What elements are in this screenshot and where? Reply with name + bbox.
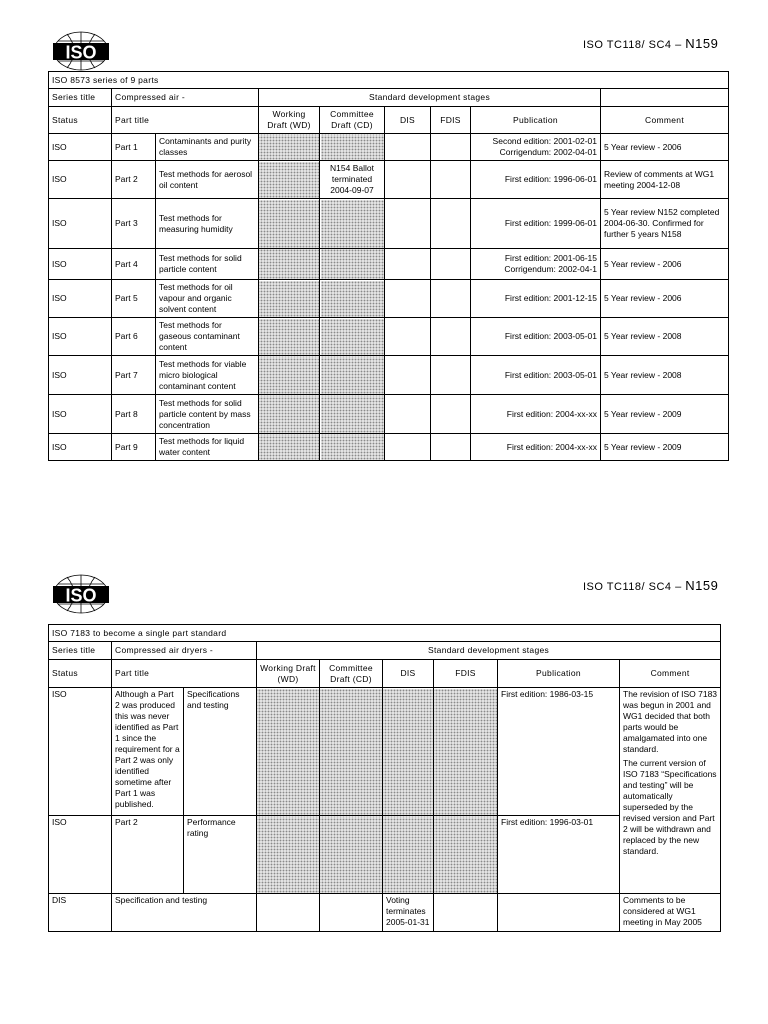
cd-cell — [320, 434, 385, 461]
part-cell: Part 7 — [112, 356, 156, 395]
dis-cell — [385, 280, 431, 318]
header-status: Status — [49, 107, 112, 134]
cd-cell — [320, 688, 383, 816]
wd-cell — [259, 434, 320, 461]
cd-cell — [320, 134, 385, 161]
wd-cell — [257, 816, 320, 894]
status-cell: ISO — [49, 249, 112, 280]
fdis-cell — [431, 280, 471, 318]
dis-cell — [385, 356, 431, 395]
dis-cell — [385, 395, 431, 434]
comment-cell: 5 Year review N152 completed 2004-06-30. Confirmed for further 5 years N158 — [601, 199, 729, 249]
part-cell: Part 2 — [112, 816, 184, 894]
comment-cell: 5 Year review - 2006 — [601, 134, 729, 161]
table-row — [49, 434, 729, 461]
publication-cell: First edition: 2001-06-15 Corrigendum: 2002-04-1 — [471, 249, 601, 280]
status-cell: ISO — [49, 688, 112, 816]
wd-cell — [259, 395, 320, 434]
publication-cell: First edition: 2004-xx-xx — [471, 395, 601, 434]
status-cell: ISO — [49, 134, 112, 161]
publication-cell — [498, 894, 620, 932]
cd-cell — [320, 280, 385, 318]
header-cd: Committee Draft (CD) — [320, 107, 385, 134]
fdis-cell — [431, 249, 471, 280]
series-title-value: Compressed air dryers - — [112, 642, 257, 660]
comment-cell: Review of comments at WG1 meeting 2004-12-08 — [601, 161, 729, 199]
table-caption: ISO 8573 series of 9 parts — [49, 72, 729, 89]
publication-cell: First edition: 1986-03-15 — [498, 688, 620, 816]
status-cell: ISO — [49, 434, 112, 461]
stages-label: Standard development stages — [259, 89, 601, 107]
part-title-cell: Specifications and testing — [184, 688, 257, 816]
part-title-cell: Performance rating — [184, 816, 257, 894]
table-row — [49, 134, 729, 161]
reference-prefix: ISO TC118/ SC4 – — [583, 581, 682, 593]
series-title-value: Compressed air - — [112, 89, 259, 107]
status-cell: ISO — [49, 395, 112, 434]
fdis-cell — [431, 434, 471, 461]
merged-comment-cell — [620, 688, 721, 894]
part-title-cell: Test methods for aerosol oil content — [156, 161, 259, 199]
publication-cell: First edition: 2003-05-01 — [471, 356, 601, 395]
part-cell: Part 9 — [112, 434, 156, 461]
status-cell: ISO — [49, 816, 112, 894]
part-title-cell: Test methods for viable micro biological contaminant content — [156, 356, 259, 395]
merged-comment-para-2: The current version of ISO 7183 “Specifications and testing” will be automatically superseded by the revised version and Part 2 will be withdrawn and replaced by the new standard. — [623, 758, 717, 856]
part-title-cell: Test methods for measuring humidity — [156, 199, 259, 249]
fdis-cell — [434, 688, 498, 816]
part-title-cell: Specification and testing — [112, 894, 257, 932]
dis-cell: Voting terminates 2005-01-31 — [383, 894, 434, 932]
dis-cell — [385, 161, 431, 199]
part-title-cell: Contaminants and purity classes — [156, 134, 259, 161]
reference-number: N159 — [685, 578, 719, 593]
status-cell: ISO — [49, 161, 112, 199]
iso-logo — [52, 30, 110, 72]
header-wd: Working Draft (WD) — [257, 660, 320, 688]
header-publication: Publication — [471, 107, 601, 134]
comment-cell: 5 Year review - 2008 — [601, 356, 729, 395]
part-cell: Part 2 — [112, 161, 156, 199]
fdis-cell — [431, 395, 471, 434]
wd-cell — [259, 161, 320, 199]
publication-cell: First edition: 1996-03-01 — [498, 816, 620, 894]
dis-cell — [385, 199, 431, 249]
part-cell: Part 8 — [112, 395, 156, 434]
fdis-cell — [431, 199, 471, 249]
fdis-cell — [431, 356, 471, 395]
header-status: Status — [49, 660, 112, 688]
dis-cell — [385, 318, 431, 356]
cd-cell — [320, 356, 385, 395]
dis-cell — [385, 249, 431, 280]
status-cell: ISO — [49, 199, 112, 249]
header-comment: Comment — [620, 660, 721, 688]
status-cell: ISO — [49, 318, 112, 356]
wd-cell — [259, 356, 320, 395]
stages-label: Standard development stages — [257, 642, 721, 660]
publication-cell: First edition: 1999-06-01 — [471, 199, 601, 249]
status-cell: DIS — [49, 894, 112, 932]
table-row — [49, 688, 721, 816]
cd-cell — [320, 395, 385, 434]
publication-cell: First edition: 2003-05-01 — [471, 318, 601, 356]
merged-comment-para-1: The revision of ISO 7183 was begun in 2001 and WG1 decided that both parts would be amalgamated into one standard. — [623, 689, 718, 754]
part-title-cell: Test methods for solid particle content by mass concentration — [156, 395, 259, 434]
status-cell: ISO — [49, 280, 112, 318]
header-comment: Comment — [601, 107, 729, 134]
header-publication: Publication — [498, 660, 620, 688]
wd-cell — [259, 249, 320, 280]
cd-cell — [320, 318, 385, 356]
series-title-label: Series title — [49, 642, 112, 660]
table-row — [49, 318, 729, 356]
header-part-title: Part title — [112, 107, 259, 134]
iso7183-table — [48, 624, 721, 932]
header-dis: DIS — [385, 107, 431, 134]
header-fdis: FDIS — [434, 660, 498, 688]
fdis-cell — [431, 134, 471, 161]
cd-cell — [320, 249, 385, 280]
part-cell: Although a Part 2 was produced this was never identified as Part 1 since the requirement for a Part 2 was only identified sometime after Part 1 was published. — [112, 688, 184, 816]
iso8573-table — [48, 71, 729, 461]
part-cell: Part 1 — [112, 134, 156, 161]
table-row — [49, 395, 729, 434]
table-row — [49, 280, 729, 318]
part-cell: Part 5 — [112, 280, 156, 318]
fdis-cell — [434, 816, 498, 894]
header-cd: Committee Draft (CD) — [320, 660, 383, 688]
part-title-cell: Test methods for solid particle content — [156, 249, 259, 280]
reference-number: N159 — [685, 36, 719, 51]
wd-cell — [259, 199, 320, 249]
wd-cell — [259, 134, 320, 161]
comment-cell: 5 Year review - 2006 — [601, 280, 729, 318]
comment-cell: 5 Year review - 2009 — [601, 395, 729, 434]
part-title-cell: Test methods for liquid water content — [156, 434, 259, 461]
table-row — [49, 894, 721, 932]
publication-cell: First edition: 2004-xx-xx — [471, 434, 601, 461]
publication-cell: Second edition: 2001-02-01 Corrigendum: 2002-04-01 — [471, 134, 601, 161]
part-title-cell: Test methods for oil vapour and organic solvent content — [156, 280, 259, 318]
fdis-cell — [434, 894, 498, 932]
header-blank — [601, 89, 729, 107]
cd-cell — [320, 816, 383, 894]
publication-cell: First edition: 1996-06-01 — [471, 161, 601, 199]
publication-cell: First edition: 2001-12-15 — [471, 280, 601, 318]
table-caption: ISO 7183 to become a single part standard — [49, 625, 721, 642]
header-part-title: Part title — [112, 660, 257, 688]
comment-cell: Comments to be considered at WG1 meeting in May 2005 — [620, 894, 721, 932]
part-title-cell: Test methods for gaseous contaminant content — [156, 318, 259, 356]
document-reference — [583, 36, 718, 51]
wd-cell — [259, 318, 320, 356]
dis-cell — [383, 816, 434, 894]
header-wd: Working Draft (WD) — [259, 107, 320, 134]
iso-logo — [52, 573, 110, 615]
comment-cell: 5 Year review - 2008 — [601, 318, 729, 356]
logo-text: ISO — [65, 42, 97, 63]
fdis-cell — [431, 161, 471, 199]
comment-cell: 5 Year review - 2009 — [601, 434, 729, 461]
series-title-label: Series title — [49, 89, 112, 107]
comment-cell: 5 Year review - 2006 — [601, 249, 729, 280]
table-row — [49, 356, 729, 395]
table-row — [49, 249, 729, 280]
cd-cell — [320, 199, 385, 249]
status-cell: ISO — [49, 356, 112, 395]
header-fdis: FDIS — [431, 107, 471, 134]
wd-cell — [257, 688, 320, 816]
document-reference — [583, 578, 718, 593]
table-row — [49, 199, 729, 249]
dis-cell — [383, 688, 434, 816]
part-cell: Part 6 — [112, 318, 156, 356]
cd-cell — [320, 894, 383, 932]
dis-cell — [385, 434, 431, 461]
table-row — [49, 161, 729, 199]
part-cell: Part 4 — [112, 249, 156, 280]
dis-cell — [385, 134, 431, 161]
fdis-cell — [431, 318, 471, 356]
part-cell: Part 3 — [112, 199, 156, 249]
wd-cell — [259, 280, 320, 318]
header-dis: DIS — [383, 660, 434, 688]
cd-cell: N154 Ballot terminated 2004-09-07 — [320, 161, 385, 199]
logo-text: ISO — [65, 585, 97, 606]
wd-cell — [257, 894, 320, 932]
reference-prefix: ISO TC118/ SC4 – — [583, 39, 682, 51]
